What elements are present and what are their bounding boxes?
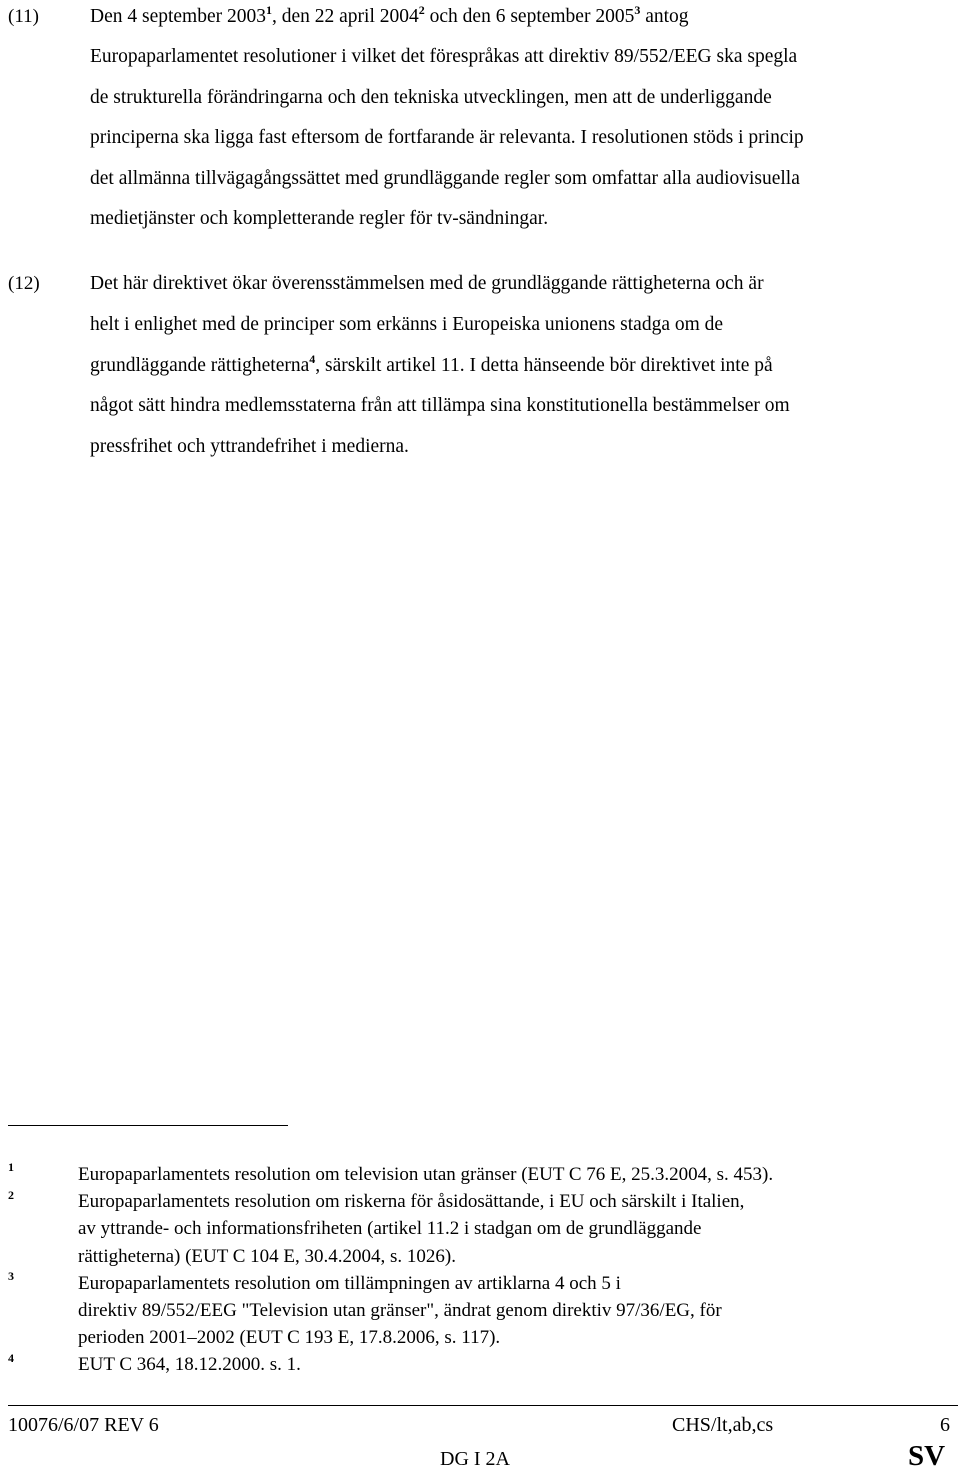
footnote-mark: 4 xyxy=(8,1351,14,1365)
paragraph-number: (11) xyxy=(8,6,39,27)
footnote-line: EUT C 364, 18.12.2000. s. 1. xyxy=(78,1354,301,1375)
text-run: grundläggande rättigheterna xyxy=(90,355,310,376)
paragraph-line: det allmänna tillvägagångssättet med grundläggande regler som omfattar alla audiovisuella xyxy=(90,168,800,189)
footnote-mark: 2 xyxy=(8,1188,14,1202)
paragraph-line: medietjänster och kompletterande regler för tv-sändningar. xyxy=(90,208,549,229)
paragraph-number: (12) xyxy=(8,273,40,294)
footer-separator xyxy=(8,1405,958,1406)
paragraph-line: pressfrihet och yttrandefrihet i medierna. xyxy=(90,436,409,457)
footnote-ref[interactable]: 3 xyxy=(634,3,641,17)
dg-label: DG I 2A xyxy=(440,1448,510,1470)
footnote-line: av yttrande- och informationsfriheten (artikel 11.2 i stadgan om de grundläggande xyxy=(78,1218,702,1239)
footnote-line: Europaparlamentets resolution om riskerna för åsidosättande, i EU och särskilt i Italien, xyxy=(78,1191,745,1212)
text-run: , den 22 april 2004 xyxy=(272,6,419,27)
paragraph-line: något sätt hindra medlemsstaterna från att tillämpa sina konstitutionella bestämmelser om xyxy=(90,395,790,416)
paragraph-line: helt i enlighet med de principer som erkänns i Europeiska unionens stadga om de xyxy=(90,314,724,335)
footnote-line: perioden 2001–2002 (EUT C 193 E, 17.8.2006, s. 117). xyxy=(78,1327,501,1348)
initials: CHS/lt,ab,cs xyxy=(672,1414,774,1436)
language-code: SV xyxy=(908,1440,946,1472)
footnote-separator xyxy=(8,1125,288,1126)
paragraph-line: Europaparlamentet resolutioner i vilket det förespråkas att direktiv 89/552/EEG ska spegla xyxy=(90,46,798,67)
footnote-mark: 3 xyxy=(8,1269,14,1283)
doc-reference: 10076/6/07 REV 6 xyxy=(8,1414,159,1436)
footnote-line: direktiv 89/552/EEG "Television utan gränser", ändrat genom direktiv 97/36/EG, för xyxy=(78,1300,722,1321)
paragraph-line xyxy=(90,352,773,377)
page-number: 6 xyxy=(940,1414,950,1436)
footnote-line: Europaparlamentets resolution om television utan gränser (EUT C 76 E, 25.3.2004, s. 453). xyxy=(78,1164,774,1185)
paragraph-line: Det här direktivet ökar överensstämmelsen med de grundläggande rättigheterna och är xyxy=(90,273,764,294)
text-run: Den 4 september 2003 xyxy=(90,6,266,27)
text-run: , särskilt artikel 11. I detta hänseende bör direktivet inte på xyxy=(315,355,773,376)
paragraph-line xyxy=(90,3,689,28)
paragraph-line: principerna ska ligga fast eftersom de fortfarande är relevanta. I resolutionen stöds i princip xyxy=(90,127,804,148)
footnote-mark: 1 xyxy=(8,1160,14,1174)
footnote-line: Europaparlamentets resolution om tillämpningen av artiklarna 4 och 5 i xyxy=(78,1273,621,1294)
text-run: antog xyxy=(640,6,689,27)
paragraph-line: de strukturella förändringarna och den tekniska utvecklingen, men att de underliggande xyxy=(90,87,772,108)
text-run: och den 6 september 2005 xyxy=(424,6,635,27)
footnote-line: rättigheterna) (EUT C 104 E, 30.4.2004, s. 1026). xyxy=(78,1246,456,1267)
footnote-ref[interactable]: 2 xyxy=(418,3,425,17)
footnote-ref[interactable]: 1 xyxy=(266,3,272,17)
footnote-ref[interactable]: 4 xyxy=(309,352,316,366)
